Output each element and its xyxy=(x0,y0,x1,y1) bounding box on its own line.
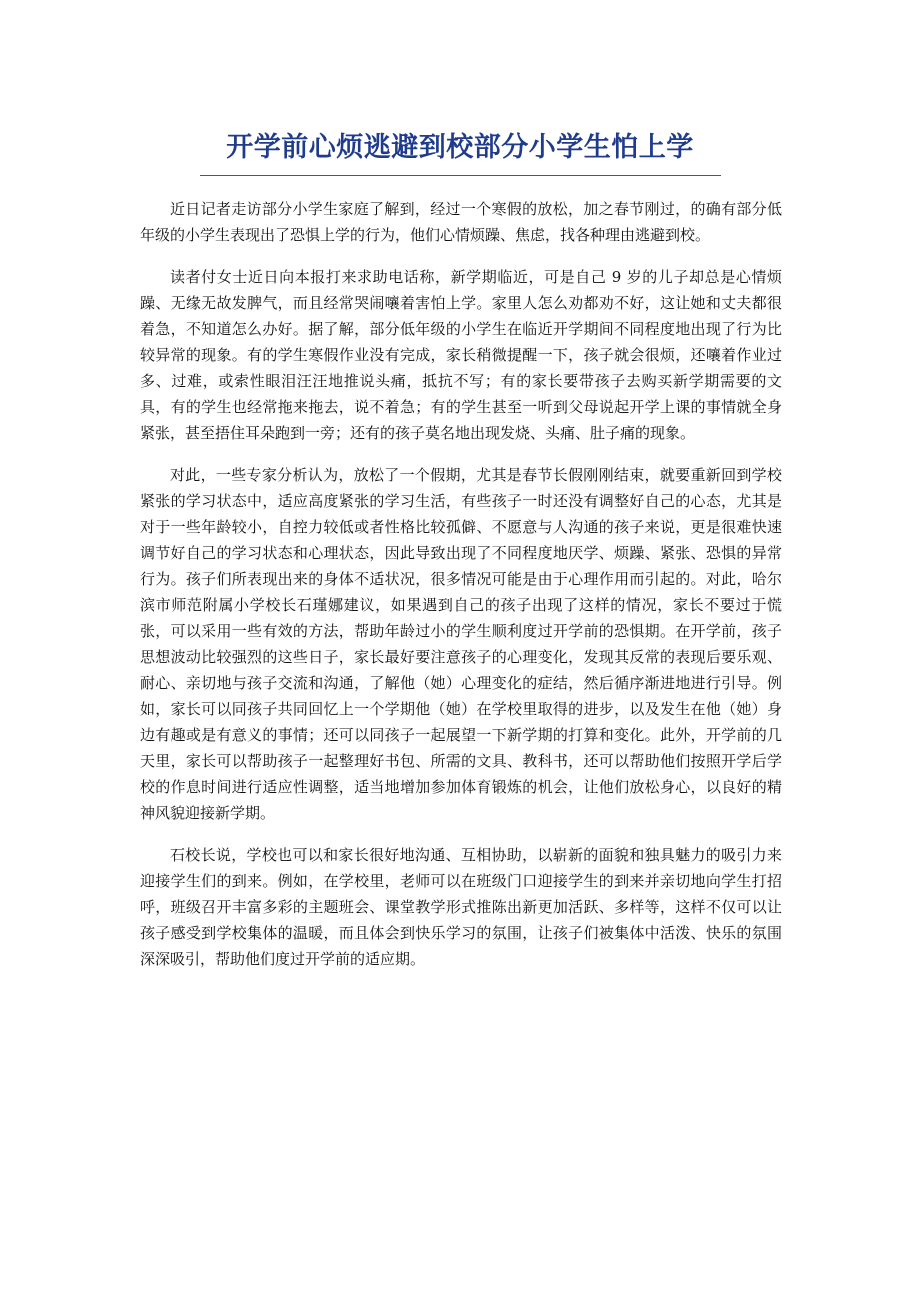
title-divider xyxy=(200,175,721,176)
paragraph-1: 近日记者走访部分小学生家庭了解到，经过一个寒假的放松，加之春节刚过，的确有部分低年级的小学生表现出了恐惧上学的行为，他们心情烦躁、焦虑，找各种理由逃避到校。 xyxy=(140,200,782,244)
paragraph-4: 石校长说，学校也可以和家长很好地沟通、互相协助，以崭新的面貌和独具魅力的吸引力来迎接学生们的到来。例如，在学校里，老师可以在班级门口迎接学生的到来并亲切地向学生打招呼，班级召开丰富多彩的主题班会、课堂教学形式推陈出新更加活跃、多样等，这样不仅可以让孩子感受到学校集体的温暖，而且体会到快乐学习的氛围，让孩子们被集体中活泼、快乐的氛围深深吸引，帮助他们度过开学前的适应期。 xyxy=(140,846,782,968)
paragraph-3: 对此，一些专家分析认为，放松了一个假期，尤其是春节长假刚刚结束，就要重新回到学校紧张的学习状态中，适应高度紧张的学习生活，有些孩子一时还没有调整好自己的心态，尤其是对于一些年龄较小，自控力较低或者性格比较孤僻、不愿意与人沟通的孩子来说，更是很难快速调节好自己的学习状态和心理状态，因此导致出现了不同程度地厌学、烦躁、紧张、恐惧的异常行为。孩子们所表现出来的身体不适状况，很多情况可能是由于心理作用而引起的。对此，哈尔滨市师范附属小学校长石瑾娜建议，如果遇到自己的孩子出现了这样的情况，家长不要过于慌张，可以采用一些有效的方法，帮助年龄过小的学生顺利度过开学前的恐惧期。在开学前，孩子思想波动比较强烈的这些日子，家长最好要注意孩子的心理变化，发现其反常的表现后要乐观、耐心、亲切地与孩子交流和沟通，了解他（她）心理变化的症结，然后循序渐进地进行引导。例如，家长可以同孩子共同回忆上一个学期他（她）在学校里取得的进步，以及发生在他（她）身边有趣或是有意义的事情；还可以同孩子一起展望一下新学期的打算和变化。此外，开学前的几天里，家长可以帮助孩子一起整理好书包、所需的文具、教科书，还可以帮助他们按照开学后学校的作息时间进行适应性调整，适当地增加参加体育锻炼的机会，让他们放松身心，以良好的精神风貌迎接新学期。 xyxy=(140,466,782,822)
article-title: 开学前心烦逃避到校部分小学生怕上学 xyxy=(226,132,694,163)
paragraph-2: 读者付女士近日向本报打来求助电话称，新学期临近，可是自己 9 岁的儿子却总是心情烦躁、无缘无故发脾气，而且经常哭闹嚷着害怕上学。家里人怎么劝都劝不好，这让她和丈夫都很着急，不知道怎么办好。据了解，部分低年级的小学生在临近开学期间不同程度地出现了行为比较异常的现象。有的学生寒假作业没有完成，家长稍微提醒一下，孩子就会很烦，还嚷着作业过多、过难，或索性眼泪汪汪地推说头痛，抵抗不写；有的家长要带孩子去购买新学期需要的文具，有的学生也经常拖来拖去，说不着急；有的学生甚至一听到父母说起开学上课的事情就全身紧张，甚至捂住耳朵跑到一旁；还有的孩子莫名地出现发烧、头痛、肚子痛的现象。 xyxy=(140,268,782,442)
article-body xyxy=(140,196,782,988)
